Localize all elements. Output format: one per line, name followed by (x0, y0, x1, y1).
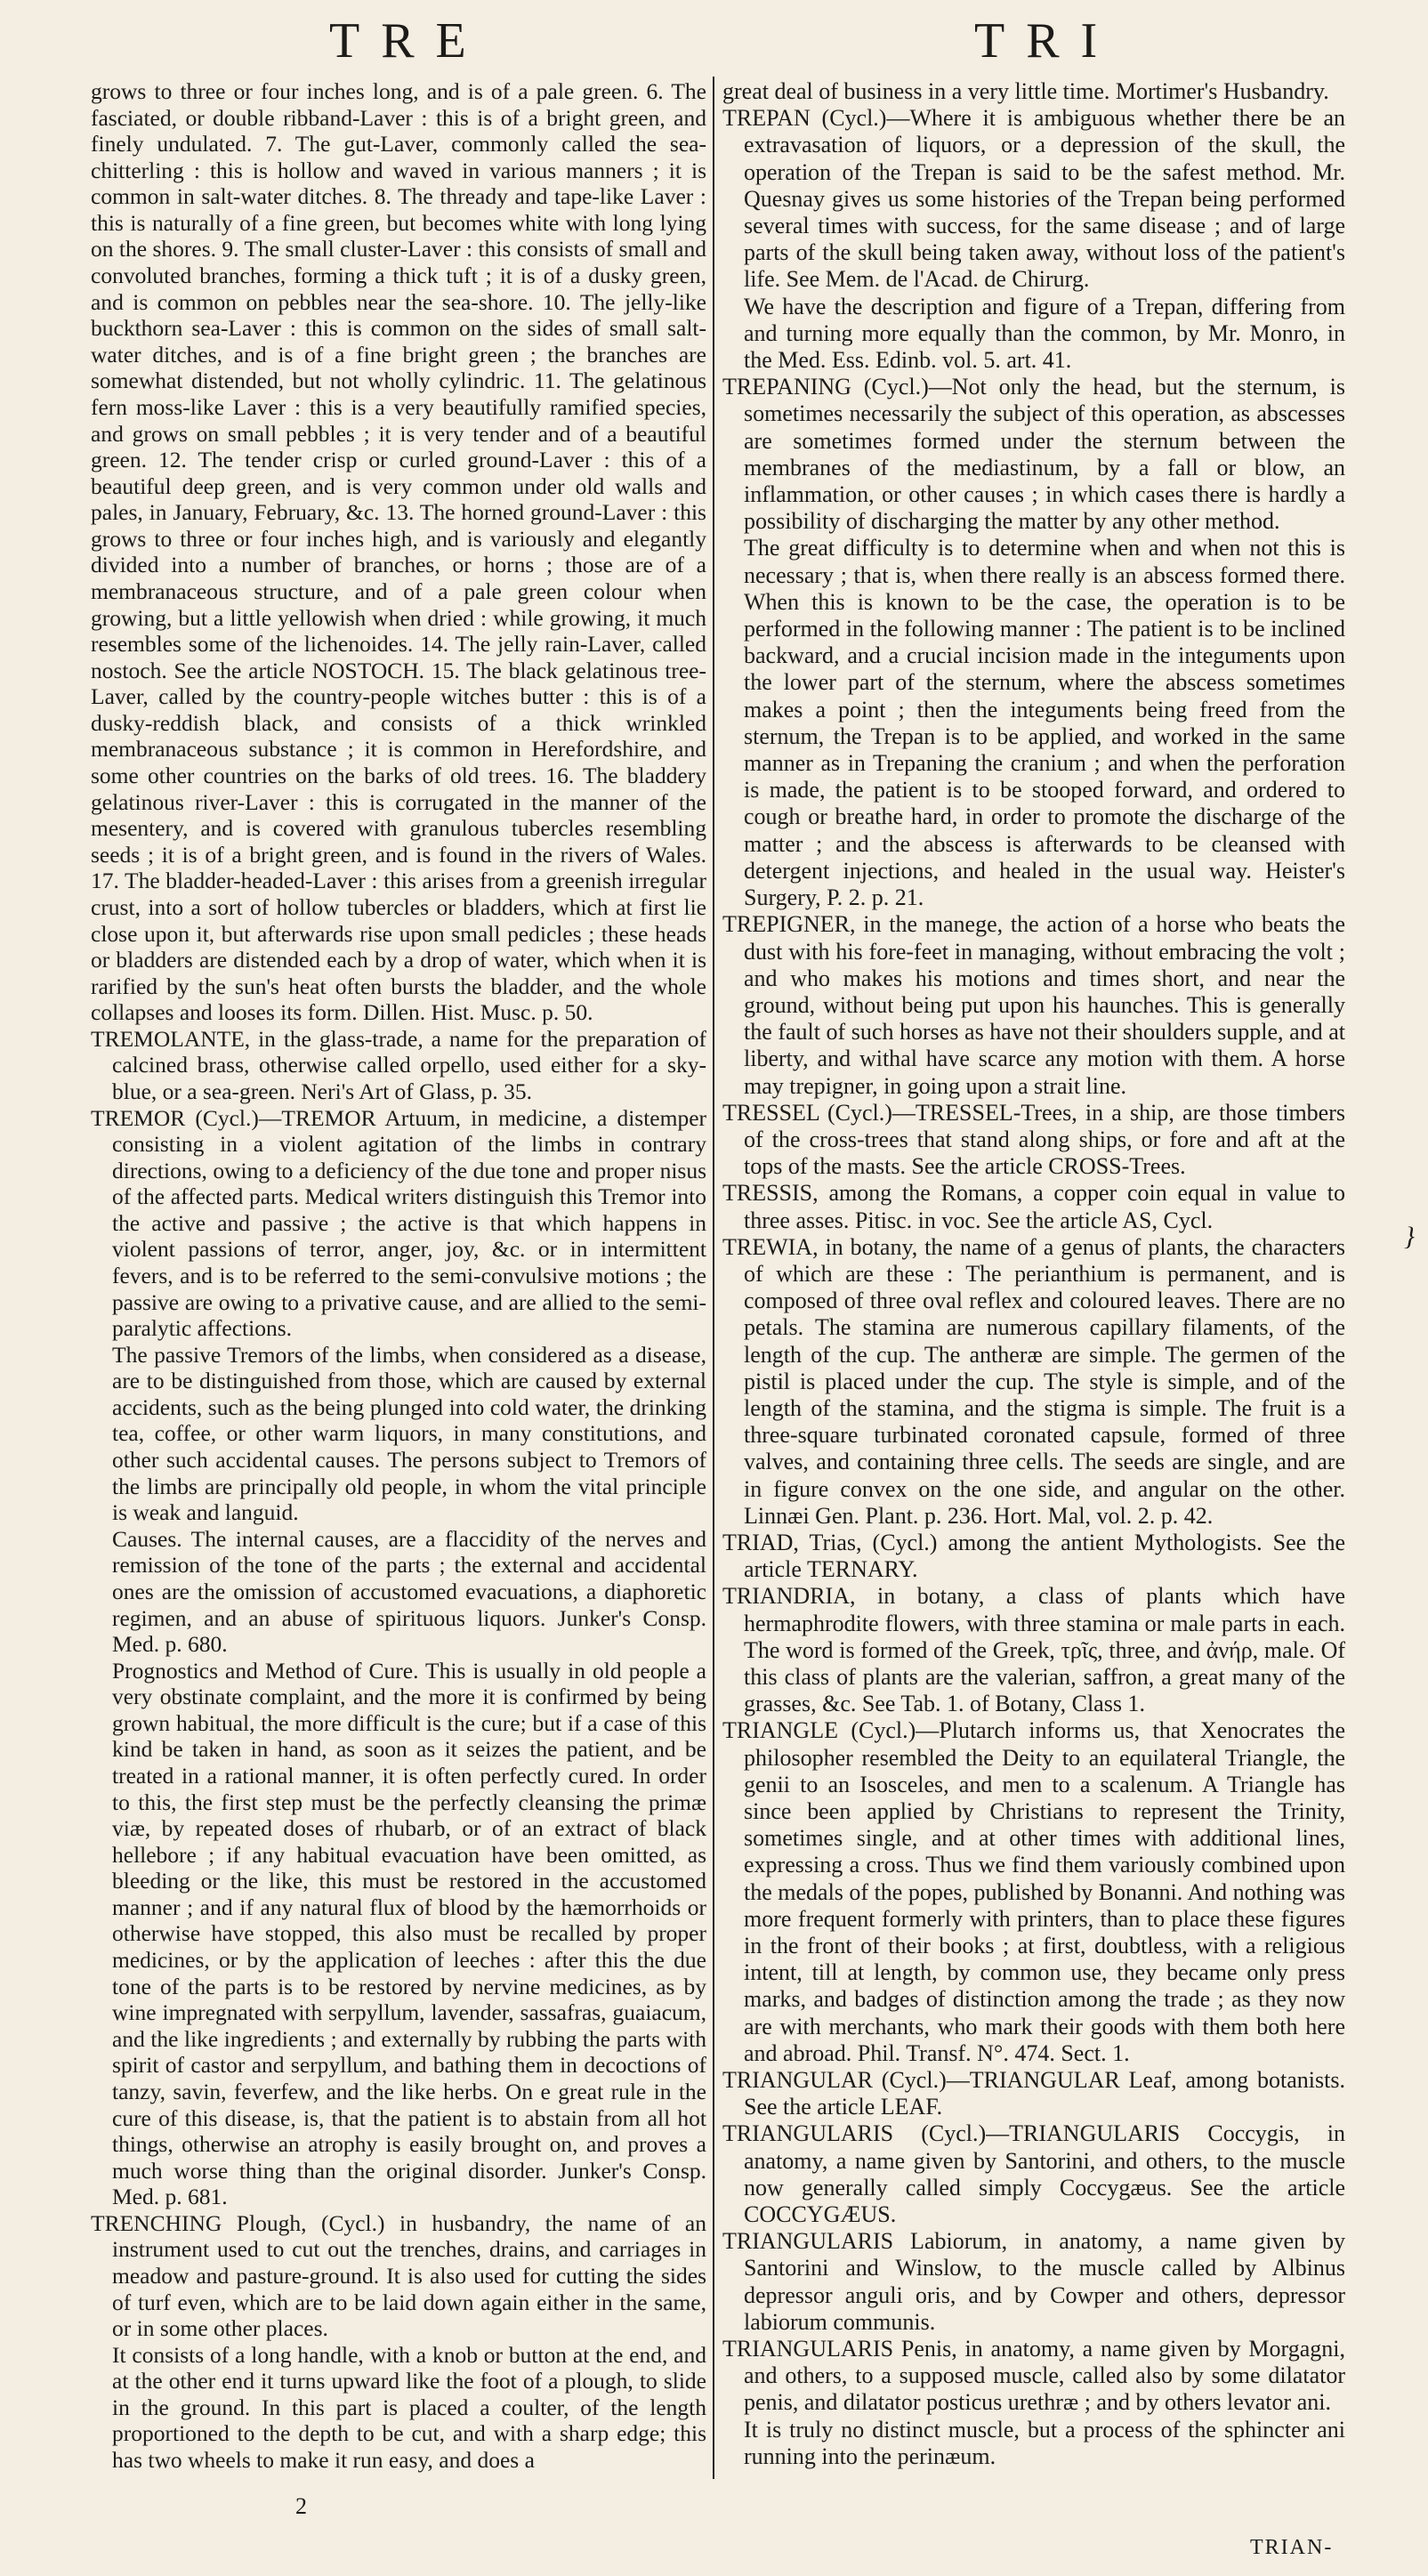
tremor-passive-paragraph: The passive Tremors of the limbs, when considered as a disease, are to be distinguished from those, which are caused by external accidents, such as the being plunged into cold water, the drinking tea, coffee, or other warm liquors, in many constitutions, and other such accidental causes. The persons subject to Tremors of the limbs are principally old people, in whom the vital principle is weak and languid. (112, 1341, 706, 1526)
entry-trenching-plough: TRENCHING Plough, (Cycl.) in husbandry, the name of an instrument used to cut out the trenches, drains, and carriages in meadow and pasture-ground. It is also used for cutting the sides of turf even, which are to be laid down again either in the same, or in some other places. (91, 2209, 706, 2342)
running-headword-left: TRE (329, 13, 488, 69)
tremor-causes-paragraph: Causes. The internal causes, are a flaccidity of the nerves and remission of the tone of the parts ; the external and accidental ones are the omission of accustomed evacuations, a diaphoretic regimen, and an abuse of spirituous liquors. Junker's Consp. Med. p. 680. (112, 1525, 706, 1658)
entry-triangularis: TRIANGULARIS (Cycl.)—TRIANGULARIS Coccygis, in anatomy, a name given by Santorini, and others, to the muscle now generally called simply Coccygæus. See the article COCCYGÆUS. (722, 2120, 1345, 2228)
entry-triangle: TRIANGLE (Cycl.)—Plutarch informs us, that Xenocrates the philosopher resembled the Deity to an equilateral Triangle, the genii to an Isosceles, and men to a scalenum. A Triangle has since been applied by Christians to represent the Trinity, sometimes single, and at other times with additional lines, expressing a cross. Thus we find them variously combined upon the medals of the popes, published by Bonanni. And nothing was more frequent formerly with printers, than to place these figures in the front of their books ; at first, doubtless, with a religious intent, till at length, by common use, they became only press marks, and badges of distinction among the trade ; as they now are with merchants, who mark their goods with them both here and abroad. Phil. Transf. N°. 474. Sect. 1. (722, 1717, 1345, 2066)
entry-tremolante: TREMOLANTE, in the glass-trade, a name for the preparation of calcined brass, otherwise called orpello, used either for a sky-blue, or a sea-green. Neri's Art of Glass, p. 35. (91, 1025, 706, 1104)
page-number: 2 (295, 2493, 307, 2519)
entry-trewia: TREWIA, in botany, the name of a genus of plants, the characters of which are these : The perianthium is permanent, and is composed of three oval reflex and coloured leaves. There are no petals. The stamina are numerous capillary filaments, of the length of the cup. The antheræ are simple. The germen of the pistil is placed under the cup. The style is simple, and of the length of the stamina, and the stigma is simple. The fruit is a three-square turbinated coronated capsule, formed of three valves, and containing three cells. The seeds are single, and are in figure convex on the one side, and angular on the other. Linnæi Gen. Plant. p. 236. Hort. Mal, vol. 2. p. 42. (722, 1233, 1345, 1529)
margin-brace-mark: } (1404, 1222, 1415, 1251)
tremor-cure-paragraph: Prognostics and Method of Cure. This is usually in old people a very obstinate complaint, and the more it is confirmed by being grown habitual, the more difficult is the cure; but if a case of this kind be taken in hand, as soon as it seizes the patient, and be treated in a rational manner, it is often perfectly cured. In order to this, the first step must be the perfectly cleansing the primæ viæ, by repeated doses of rhubarb, or of an extract of black hellebore ; if any habitual evacuation have been omitted, as bleeding or the like, this must be restored in the accustomed manner ; and if any natural flux of blood by the hæmorrhoids or otherwise have stopped, this also must be recalled by proper medicines, or by the application of leeches : after this the due tone of the parts is to be restored by nervine medicines, as by wine impregnated with serpyllum, lavender, sassafras, guaiacum, and the like ingredients ; and externally by rubbing the parts with spirit of castor and serpyllum, and bathing them in decoctions of tanzy, savin, feverfew, and the like herbs. On e great rule in the cure of this disease, is, that the patient is to abstain from all hot things, otherwise an atrophy is easily brought on, and proves a much worse thing than the original disorder. Junker's Consp. Med. p. 681. (112, 1657, 706, 2210)
trepaning-procedure-paragraph: The great difficulty is to determine when and when not this is necessary ; that is, when there really is an abscess formed there. When this is known to be the case, the operation is to be performed in the following manner : The patient is to be inclined backward, and a crucial incision made in the integuments upon the lower part of the sternum, where the abscess sometimes makes a point ; then the integuments being freed from the sternum, the Trepan is to be applied, and worked in the same manner as in Trepaning the cranium ; and when the perforation is made, the patient is to be stooped forward, and ordered to cough or breathe hard, in order to promote the discharge of the matter ; and the abscess is afterwards to be cleansed with detergent injections, and healed in the usual way. Heister's Surgery, P. 2. p. 21. (744, 535, 1345, 911)
trenching-continuation: great deal of business in a very little time. Mortimer's Husbandry. (722, 78, 1329, 104)
laver-continuation: grows to three or four inches long, and is of a pale green. 6. The fasciated, or double ribband-Laver : this is of a bright green, and finely undulated. 7. The gut-Laver, commonly called the sea-chitterling : this is hollow and waved in various manners ; it is common in salt-water ditches. 8. The thready and tape-like Laver : this is naturally of a fine green, but becomes white with long lying on the shores. 9. The small cluster-Laver : this consists of small and convoluted branches, forming a thick tuft ; it is of a dusky green, and is common on pebbles near the sea-shore. 10. The jelly-like buckthorn sea-Laver : this is common on the sides of small salt-water ditches, and is of a fine bright green ; the branches are somewhat distended, but not wholly cylindric. 11. The gelatinous fern moss-like Laver : this is a very beautifully ramified species, and grows on small pebbles ; it is very tender and of a beautiful green. 12. The tender crisp or curled ground-Laver : this of a beautiful deep green, and is very common under old walls and pales, in January, February, &c. 13. The horned ground-Laver : this grows to three or four inches high, and is variously and elegantly divided into a number of branches, or horns ; those are of a membranaceous structure, and of a pale green colour when growing, but a little yellowish when dried : while growing, it much resembles some of the lichenoides. 14. The jelly rain-Laver, called nostoch. See the article NOSTOCH. 15. The black gelatinous tree-Laver, called by the country-people witches butter : this is of a dusky-reddish black, and consists of a thick wrinkled membranaceous substance ; it is common in Herefordshire, and some other countries on the barks of old trees. 16. The bladdery gelatinous river-Laver : this is corrugated in the manner of the mesentery, and is covered with granulous tubercles resembling seeds ; it is of a bright green, and is found in the rivers of Wales. 17. The bladder-headed-Laver : this arises from a greenish irregular crust, into a sort of hollow tubercles or bladders, which at first lie close upon it, but afterwards rise upon small pedicles ; these heads or bladders are distended each by a drop of water, which when it is rarified by the sun's heat often bursts the bladder, and the whole collapses and looses its form. Dillen. Hist. Musc. p. 50. (91, 78, 706, 1026)
entry-triangular: TRIANGULAR (Cycl.)—TRIANGULAR Leaf, among botanists. See the article LEAF. (722, 2067, 1345, 2120)
left-column (91, 78, 706, 2474)
entry-tressis: TRESSIS, among the Romans, a copper coin equal in value to three asses. Pitisc. in voc. See the article AS, Cycl. (722, 1180, 1345, 1233)
trenching-plough-description: It consists of a long handle, with a knob or button at the end, and at the other end it turns upward like the foot of a plough, to slide in the ground. In this part is placed a coulter, of the length proportioned to the depth to be cut, and with a sharp edge; this has two wheels to make it run easy, and does a (112, 2341, 706, 2474)
trepan-description-paragraph: We have the description and figure of a Trepan, differing from and turning more equally than the common, by Mr. Monro, in the Med. Ess. Edinb. vol. 5. art. 41. (744, 293, 1345, 374)
entry-trepaning: TREPANING (Cycl.)—Not only the head, but the sternum, is sometimes necessarily the subject of this operation, as abscesses are sometimes formed under the sternum between the membranes of the mediastinum, by a fall or blow, an inflammation, or other causes ; in which cases there is hardly a possibility of discharging the matter by any other method. (722, 374, 1345, 535)
entry-trepigner: TREPIGNER, in the manege, the action of a horse who beats the dust with his fore-feet in managing, without embracing the volt ; and who makes his motions and times short, and near the ground, without being put upon his haunches. This is generally the fault of such horses as have not their shoulders supple, and at liberty, and withal have scarce any motion with them. A horse may trepigner, in going upon a strait line. (722, 911, 1345, 1099)
right-column (722, 78, 1345, 2470)
entry-triangularis-penis: TRIANGULARIS Penis, in anatomy, a name given by Morgagni, and others, to a supposed muscle, called also by some dilatator penis, and dilatator posticus urethræ ; and by others levator ani. (722, 2336, 1345, 2416)
running-headword-right: TRI (974, 13, 1119, 69)
entry-triad: TRIAD, Trias, (Cycl.) among the antient Mythologists. See the article TERNARY. (722, 1529, 1345, 1583)
column-divider (713, 77, 714, 2479)
entry-trepan: TREPAN (Cycl.)—Where it is ambiguous whether there be an extravasation of liquors, or a depression of the skull, the operation of the Trepan is said to be the safest method. Mr. Quesnay gives us some histories of the Trepan being performed several times with success, for the same disease ; and of large parts of the skull being taken away, without loss of the patient's life. See Mem. de l'Acad. de Chirurg. (722, 105, 1345, 293)
entry-triandria: TRIANDRIA, in botany, a class of plants which have hermaphrodite flowers, with three stamina or male parts in each. The word is formed of the Greek, τρῖς, three, and ἀνήρ, male. Of this class of plants are the valerian, saffron, a great many of the grasses, &c. See Tab. 1. of Botany, Class 1. (722, 1583, 1345, 1717)
entry-tremor: TREMOR (Cycl.)—TREMOR Artuum, in medicine, a distemper consisting in a violent agitation of the limbs in contrary directions, owing to a deficiency of the due tone and proper nisus of the affected parts. Medical writers distinguish this Tremor into the active and passive ; the active is that which happens in violent passions of terror, anger, joy, &c. or in intermittent fevers, and is to be referred to the semi-convulsive motions ; the passive are owing to a privative cause, and are allied to the semi-paralytic affections. (91, 1104, 706, 1342)
triangularis-penis-note: It is truly no distinct muscle, but a process of the sphincter ani running into the perinæum. (744, 2416, 1345, 2469)
entry-tressel: TRESSEL (Cycl.)—TRESSEL-Trees, in a ship, are those timbers of the cross-trees that stand along ships, or fore and aft at the tops of the masts. See the article CROSS-Trees. (722, 1099, 1345, 1180)
catchword: TRIAN- (1250, 2536, 1334, 2559)
entry-triangularis-labiorum: TRIANGULARIS Labiorum, in anatomy, a name given by Santorini and Winslow, to the muscle called by Albinus depressor anguli oris, and by Cowper and others, depressor labiorum communis. (722, 2228, 1345, 2335)
